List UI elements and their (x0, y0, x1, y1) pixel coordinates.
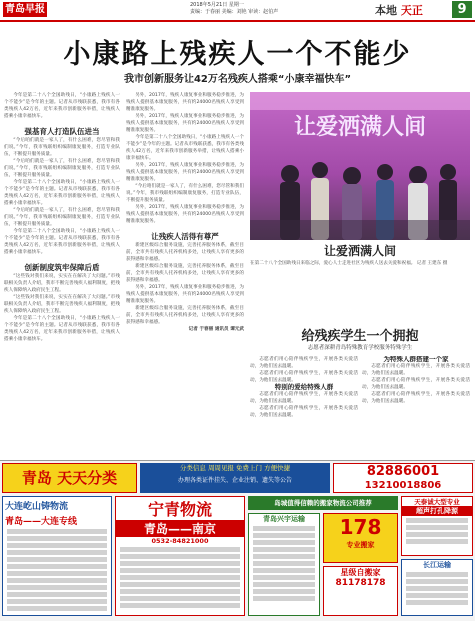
ad-title: 大连屹山铸物流 (5, 502, 69, 512)
intro-paragraph: 今年是第二十八个全国助残日，“小康路上残疾人一个不能少”是今年的主题。记者从市残联获悉，我市有各类残疾人42万名，近年来我市创新服务举措，让残疾人搭乘小康幸福快车。 (4, 93, 120, 119)
section-heading: 创新制度筑牢保障后盾 (24, 263, 100, 272)
ad-subtitle: 专业搬家 (346, 541, 375, 549)
ad-classified-brand[interactable] (2, 463, 137, 493)
feature-paragraph: 志愿者们用心陪伴残疾学生，开展各类关爱活动，为他们送去温暖。 (362, 378, 470, 390)
newspaper-logo: 青岛早报 (5, 4, 45, 15)
article-paragraph: 今年是第二十八个全国助残日，“小康路上残疾人一个不能少”是今年的主题。记者从市残联获悉，我市有各类残疾人42万名，近年来我市创新服务举措，让残疾人搭乘小康幸福快车。 (126, 135, 244, 161)
ad-title: 岛城值得信赖的搬家物流公司推荐 (274, 499, 372, 507)
caption-text: 在第二十八个全国助残日来临之际，爱心人士走进社区为残疾人送去关爱和祝福。 (250, 261, 416, 266)
feature-section-heading: 特别的爱给特殊人群 (274, 383, 334, 391)
ad-phone: 81178178 (335, 578, 386, 588)
feature-paragraph: 志愿者们用心陪伴残疾学生，开展各类关爱活动，为他们送去温暖。 (250, 392, 358, 404)
section-paragraph: 今年是第二十八个全国助残日，“小康路上残疾人一个不能少”是今年的主题。记者从市残联获悉，我市有各类残疾人42万名，近年来我市创新服务举措，让残疾人搭乘小康幸福快车。 (4, 180, 120, 206)
ad-phone-alt: 13210018806 (364, 480, 442, 491)
section-title: 天正 (400, 4, 423, 17)
section-prefix: 本地 (375, 4, 397, 17)
section-name (375, 2, 423, 18)
feature-column-left (250, 356, 358, 456)
section-paragraph: 今年是第二十八个全国助残日，“小康路上残疾人一个不能少”是今年的主题。记者从市残联获悉，我市有各类残疾人42万名，近年来我市创新服务举措，让残疾人搭乘小康幸福快车。 (4, 229, 120, 255)
article-byline: 记者 于春丽 通讯员 谭元武 (188, 327, 244, 332)
photo-caption (250, 260, 470, 267)
ad-details (402, 572, 472, 605)
section-paragraph: “这些钱对我们来说，实实在在解决了大问题。”市残联相关负责人介绍，我市不断完善残疾人福利制度，把残疾人保障纳入政府民生工程。 (4, 295, 120, 314)
ad-moving-banner[interactable] (248, 496, 398, 510)
photo-banner-text: 让爱洒满人间 (293, 115, 427, 140)
ad-drilling[interactable] (401, 496, 473, 556)
ad-moving-178[interactable] (323, 513, 398, 563)
ad-title: 宁青物流 (147, 500, 212, 519)
article-paragraph: 另外，2017年，残疾人康复事业和服务稳步推进，为残疾人提供基本康复服务，共有约24000名残疾人享受到精准康复服务。 (126, 163, 244, 182)
section-paragraph: “今后咱们就是一家人了，有什么困难，您尽管和我们说。”今年，我市残联组织编制康复服务，打造专业队伍，不断提升服务质量。 (4, 159, 120, 178)
article-paragraph: 新建区级综合服务设施，完善托养服务体系，截至目前，全市共有残疾人托养机构多处，让残疾人享有更多的获得感和幸福感。 (126, 306, 244, 325)
ad-phone: 0532-84821000 (151, 537, 209, 545)
ad-route: 青岛——南京 (116, 520, 244, 537)
ad-title: 长江运输 (423, 561, 451, 569)
ad-logistics-nanjing[interactable] (115, 496, 245, 616)
page-number: 9 (452, 1, 472, 18)
article-paragraph: 新建区级综合服务设施，完善托养服务体系，截至目前，全市共有残疾人托养机构多处，让残疾人享有更多的获得感和幸福感。 (126, 243, 244, 262)
feature-subheadline: 志愿者深耕青岛特殊教育学校服务特殊学生 (307, 345, 413, 351)
left-article-column (4, 92, 120, 452)
ad-details (116, 547, 244, 608)
section-paragraph: “今后咱们就是一家人了，有什么困难，您尽管和我们说。”今年，我市残联组织编制康复服务，打造专业队伍，不断提升服务质量。 (4, 138, 120, 157)
date-line: 2018年5月21日 星期一 (190, 2, 244, 8)
ad-logistics-dalian[interactable] (2, 496, 112, 616)
feature-headline: 给残疾学生一个拥抱 (301, 329, 419, 344)
photo-title: 让爱洒满人间 (323, 244, 396, 258)
ad-phone-main: 82886001 (366, 464, 440, 479)
section-paragraph: 今年是第二十八个全国助残日，“小康路上残疾人一个不能少”是今年的主题。记者从市残联获悉，我市有各类残疾人42万名，近年来我市创新服务举措，让残疾人搭乘小康幸福快车。 (4, 316, 120, 342)
article-paragraph: 另外，2017年，残疾人康复事业和服务稳步推进，为残疾人提供基本康复服务，共有约24000名残疾人享受到精准康复服务。 (126, 93, 244, 112)
article-paragraph: 新建区级综合服务设施，完善托养服务体系，截至目前，全市共有残疾人托养机构多处，让残疾人享有更多的获得感和幸福感。 (126, 264, 244, 283)
section-heading: 强基育人打造队伍进当 (24, 127, 100, 136)
ad-route: 青岛——大连专线 (5, 517, 78, 527)
article-paragraph: 另外，2017年，残疾人康复事业和服务稳步推进，为残疾人提供基本康复服务，共有约24000名残疾人享受到精准康复服务。 (126, 114, 244, 133)
feature-paragraph: 志愿者们用心陪伴残疾学生，开展各类关爱活动，为他们送去温暖。 (362, 364, 470, 376)
ad-number: 178 (339, 515, 382, 539)
ad-title: 青岛兴宇运输 (263, 515, 305, 523)
article-paragraph: 另外，2017年，残疾人康复事业和服务稳步推进，为残疾人提供基本康复服务，共有约24000名残疾人享受到精准康复服务。 (126, 205, 244, 224)
feature-paragraph: 志愿者们用心陪伴残疾学生，开展各类关爱活动，为他们送去温暖。 (250, 371, 358, 383)
editor-line: 责编：于春丽 美编：刘艳 审读：赵伯声 (190, 9, 279, 15)
ad-transport-xingyu[interactable] (248, 513, 320, 616)
ad-details (402, 518, 472, 544)
photo-credit: 记者 王建东 摄 (416, 261, 448, 266)
ad-yangtze[interactable] (401, 559, 473, 616)
section-paragraph: “这些钱对我们来说，实实在在解决了大问题。”市残联相关负责人介绍，我市不断完善残疾人福利制度，把残疾人保障纳入政府民生工程。 (4, 274, 120, 293)
section-paragraph: “今后咱们就是一家人了，有什么困难，您尽管和我们说。”今年，我市残联组织编制康复服务，打造专业队伍，不断提升服务质量。 (4, 208, 120, 227)
ad-title: 青岛 天天分类 (21, 469, 118, 487)
ad-moving-star[interactable] (323, 566, 398, 616)
feature-paragraph: 志愿者们用心陪伴残疾学生，开展各类关爱活动，为他们送去温暖。 (362, 392, 470, 404)
feature-paragraph: 志愿者们用心陪伴残疾学生，开展各类关爱活动，为他们送去温暖。 (250, 406, 358, 418)
classified-ads-section (0, 460, 475, 621)
ad-details (249, 526, 319, 601)
ad-details (3, 529, 111, 611)
ad-services: 办理各类证件挂失、企业注销、遗失等公告 (177, 477, 292, 484)
ad-title: 星级自搬家 (340, 568, 381, 577)
ad-title: 天泰诚大型专业 (414, 498, 460, 506)
article-paragraph: 另外，2017年，残疾人康复事业和服务稳步推进，为残疾人提供基本康复服务，共有约24000名残疾人享受到精准康复服务。 (126, 285, 244, 304)
feature-section-heading: 为特殊人群搭建一个家 (383, 356, 449, 363)
masthead-meta (190, 2, 310, 16)
masthead (0, 0, 475, 22)
news-photo (250, 92, 470, 240)
ad-slogan: 分类信息 周周见报 免费上门 方便快捷 (179, 464, 291, 472)
feature-column-right (362, 356, 470, 456)
article-paragraph: “今后咱们就是一家人了，有什么困难，您尽管和我们说。”今年，我市残联组织编制康复服务，打造专业队伍，不断提升服务质量。 (126, 184, 244, 203)
main-headline: 小康路上残疾人一个不能少 (63, 39, 412, 70)
ad-classified-info[interactable] (140, 463, 330, 493)
sub-headline: 我市创新服务让42万名残疾人搭乘“小康幸福快车” (123, 74, 352, 85)
feature-paragraph: 志愿者们用心陪伴残疾学生，开展各类关爱活动，为他们送去温暖。 (250, 357, 358, 369)
section-heading: 让残疾人活得有尊严 (151, 232, 219, 241)
ad-subtitle: 超声打孔降源 (402, 506, 472, 516)
middle-article-column (126, 92, 244, 452)
ad-phone-box[interactable] (333, 463, 473, 493)
photo-illustration (250, 92, 470, 240)
